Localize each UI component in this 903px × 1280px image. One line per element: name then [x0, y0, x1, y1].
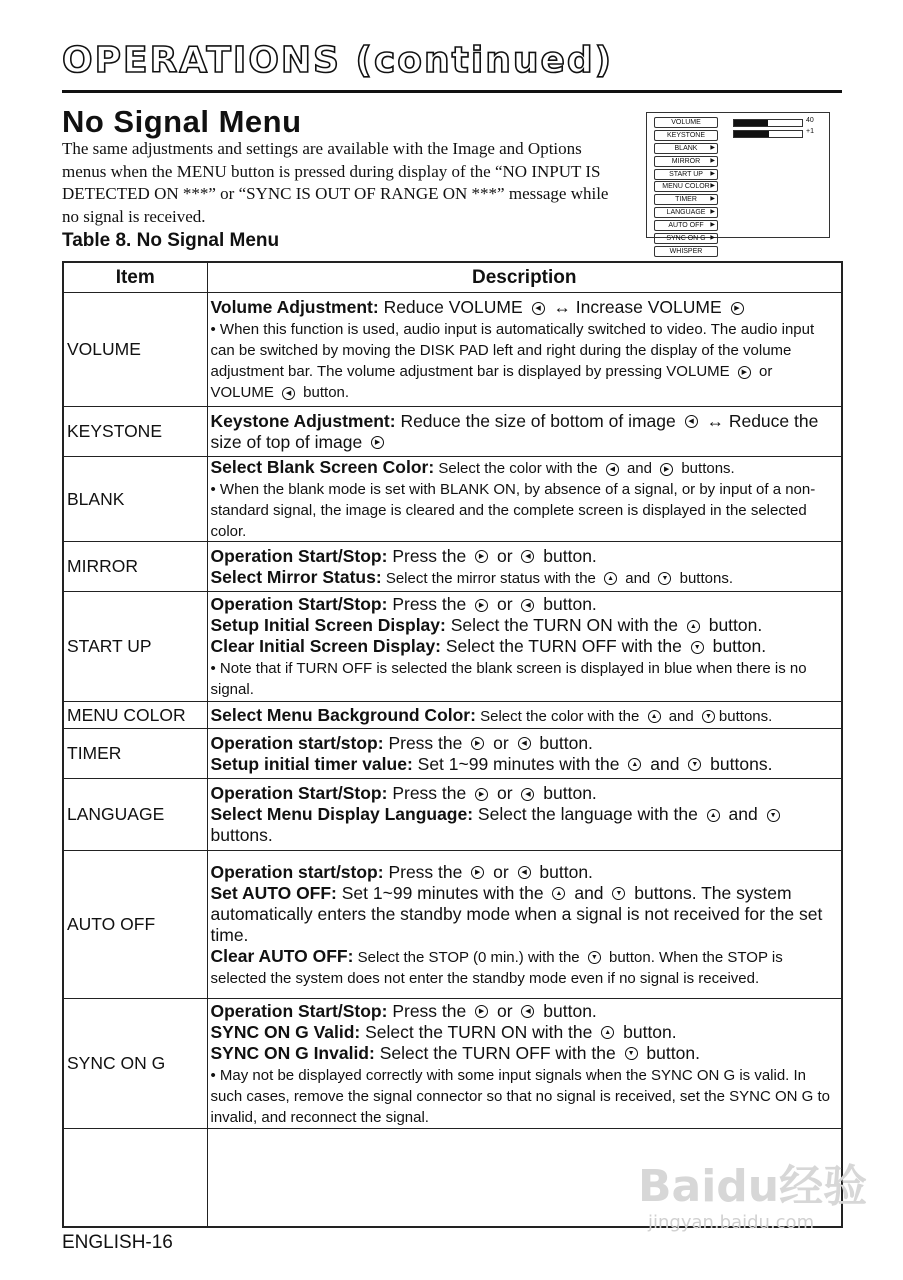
osd-item-sync-on-g: SYNC ON G ▶ — [654, 233, 718, 244]
col-header-description: Description — [207, 262, 842, 293]
table-row — [63, 293, 842, 407]
right-button-icon: ▶ — [731, 302, 744, 315]
triangle-right-icon: ▶ — [710, 235, 715, 242]
right-button-icon: ▶ — [371, 436, 384, 449]
down-button-icon: ▼ — [612, 887, 625, 900]
left-button-icon: ◀ — [521, 1005, 534, 1018]
osd-item-menu-color: MENU COLOR ▶ — [654, 181, 718, 192]
right-button-icon: ▶ — [475, 599, 488, 612]
osd-item-blank: BLANK ▶ — [654, 143, 718, 154]
row-description: Select Menu Background Color: Select the color with the ▲ and ▼ buttons. — [207, 702, 842, 729]
osd-item-timer: TIMER ▶ — [654, 194, 718, 205]
osd-volume-value: 40 — [806, 117, 814, 124]
table-row — [63, 729, 842, 779]
left-button-icon: ◀ — [532, 302, 545, 315]
table-row — [63, 702, 842, 729]
up-button-icon: ▲ — [601, 1026, 614, 1039]
row-item: TIMER — [63, 729, 207, 779]
row-item: MENU COLOR — [63, 702, 207, 729]
left-button-icon: ◀ — [606, 463, 619, 476]
row-description: Operation start/stop: Press the ▶ or ◀ button. Setup initial timer value: Set 1~99 minutes with the ▲ and ▼ buttons. — [207, 729, 842, 779]
up-button-icon: ▲ — [648, 710, 661, 723]
row-description: Keystone Adjustment: Reduce the size of bottom of image ◀ ↔ Reduce the size of top of image ▶ — [207, 407, 842, 457]
osd-keystone-bar — [733, 130, 803, 138]
row-item: LANGUAGE — [63, 779, 207, 851]
watermark-logo: Baidu经验 — [638, 1161, 868, 1212]
table-row — [63, 999, 842, 1129]
left-button-icon: ◀ — [282, 387, 295, 400]
osd-item-language: LANGUAGE ▶ — [654, 207, 718, 218]
osd-item-volume: VOLUME — [654, 117, 718, 128]
up-button-icon: ▲ — [604, 572, 617, 585]
left-button-icon: ◀ — [518, 866, 531, 879]
down-button-icon: ▼ — [767, 809, 780, 822]
table-row — [63, 592, 842, 702]
table-row — [63, 407, 842, 457]
table-row — [63, 779, 842, 851]
osd-item-auto-off: AUTO OFF ▶ — [654, 220, 718, 231]
row-description: Select Blank Screen Color: Select the color with the ◀ and ▶ buttons. • When the blank mode is set with BLANK ON, by absence of a signal, or by input of a non-standard signal, the image is cleared and the complete screen is displayed in the selected color. — [207, 457, 842, 542]
down-button-icon: ▼ — [691, 641, 704, 654]
col-header-item: Item — [63, 262, 207, 293]
triangle-right-icon: ▶ — [710, 183, 715, 190]
triangle-right-icon: ▶ — [710, 170, 715, 177]
osd-item-mirror: MIRROR ▶ — [654, 156, 718, 167]
right-button-icon: ▶ — [475, 550, 488, 563]
right-button-icon: ▶ — [738, 366, 751, 379]
right-button-icon: ▶ — [660, 463, 673, 476]
osd-volume-fill — [734, 120, 768, 126]
row-description: Operation Start/Stop: Press the ▶ or ◀ button. Select Menu Display Language: Select the language with the ▲ and ▼ buttons. — [207, 779, 842, 851]
osd-volume-bar — [733, 119, 803, 127]
row-item: BLANK — [63, 457, 207, 542]
up-button-icon: ▲ — [707, 809, 720, 822]
left-button-icon: ◀ — [521, 550, 534, 563]
no-signal-menu-table — [62, 261, 843, 1228]
up-button-icon: ▲ — [628, 758, 641, 771]
table-caption: Table 8. No Signal Menu — [62, 230, 280, 251]
up-button-icon: ▲ — [552, 887, 565, 900]
triangle-right-icon: ▶ — [710, 196, 715, 203]
osd-item-start-up: START UP ▶ — [654, 169, 718, 180]
triangle-right-icon: ▶ — [710, 157, 715, 164]
osd-item-whisper: WHISPER — [654, 246, 718, 257]
up-button-icon: ▲ — [687, 620, 700, 633]
row-item: KEYSTONE — [63, 407, 207, 457]
down-button-icon: ▼ — [625, 1047, 638, 1060]
row-item: AUTO OFF — [63, 851, 207, 999]
triangle-right-icon: ▶ — [710, 209, 715, 216]
osd-item-keystone: KEYSTONE — [654, 130, 718, 141]
watermark-url: jingyan.baidu.com — [648, 1212, 815, 1233]
left-button-icon: ◀ — [685, 415, 698, 428]
osd-menu-image — [646, 112, 830, 255]
triangle-right-icon: ▶ — [710, 144, 715, 151]
right-button-icon: ▶ — [471, 866, 484, 879]
osd-keystone-value: +1 — [806, 128, 814, 135]
row-item: MIRROR — [63, 542, 207, 592]
table-row — [63, 542, 842, 592]
header-rule — [62, 90, 842, 93]
down-button-icon: ▼ — [688, 758, 701, 771]
down-button-icon: ▼ — [702, 710, 715, 723]
row-item: SYNC ON G — [63, 999, 207, 1129]
right-button-icon: ▶ — [475, 788, 488, 801]
down-button-icon: ▼ — [588, 951, 601, 964]
table-row — [63, 457, 842, 542]
triangle-right-icon: ▶ — [710, 222, 715, 229]
page-footer: ENGLISH-16 — [62, 1232, 173, 1253]
right-button-icon: ▶ — [475, 1005, 488, 1018]
left-button-icon: ◀ — [521, 788, 534, 801]
section-title: No Signal Menu — [62, 104, 302, 139]
row-item: VOLUME — [63, 293, 207, 407]
right-button-icon: ▶ — [471, 737, 484, 750]
row-description: Operation Start/Stop: Press the ▶ or ◀ button. Setup Initial Screen Display: Select the TURN ON with the ▲ button. Clear Initial Screen Display: Select the TURN OFF with the ▼ button. • Note that if TURN OFF is selected the blank screen is displayed in blue when there is no signal. — [207, 592, 842, 702]
row-item: START UP — [63, 592, 207, 702]
row-description: Operation Start/Stop: Press the ▶ or ◀ button. SYNC ON G Valid: Select the TURN ON with the ▲ button. SYNC ON G Invalid: Select the TURN OFF with the ▼ button. • May not be displayed correctly with some input signals when the SYNC ON G is valid. In such cases, remove the signal connector so that no signal is received, set the SYNC ON G to invalid, and reconnect the signal. — [207, 999, 842, 1129]
down-button-icon: ▼ — [658, 572, 671, 585]
row-description: Operation Start/Stop: Press the ▶ or ◀ button. Select Mirror Status: Select the mirror status with the ▲ and ▼ buttons. — [207, 542, 842, 592]
left-button-icon: ◀ — [521, 599, 534, 612]
row-description: Operation start/stop: Press the ▶ or ◀ button. Set AUTO OFF: Set 1~99 minutes with the ▲ and ▼ buttons. The system automatically enters the standby mode when a signal is not received for the set time. Clear AUTO OFF: Select the STOP (0 min.) with the ▼ button. When the STOP is selected the system does not enter the standby mode even if no signal is received. — [207, 851, 842, 999]
osd-keystone-fill — [734, 131, 769, 137]
intro-paragraph: The same adjustments and settings are available with the Image and Options menus when the MENU button is pressed during display of the “NO INPUT IS DETECTED ON ***” or “SYNC IS OUT OF RANGE ON ***” message while no signal is received. — [62, 139, 609, 226]
row-description: Volume Adjustment: Reduce VOLUME ◀ ↔ Increase VOLUME ▶ • When this function is used, audio input is automatically switched to video. The audio input can be switched by moving the DISK PAD left and right during the display of the volume adjustment bar. The volume adjustment bar is displayed by pressing VOLUME ▶ or VOLUME ◀ button. — [207, 293, 842, 407]
left-button-icon: ◀ — [518, 737, 531, 750]
page-header: OPERATIONS (continued) — [62, 40, 614, 81]
table-row — [63, 851, 842, 999]
